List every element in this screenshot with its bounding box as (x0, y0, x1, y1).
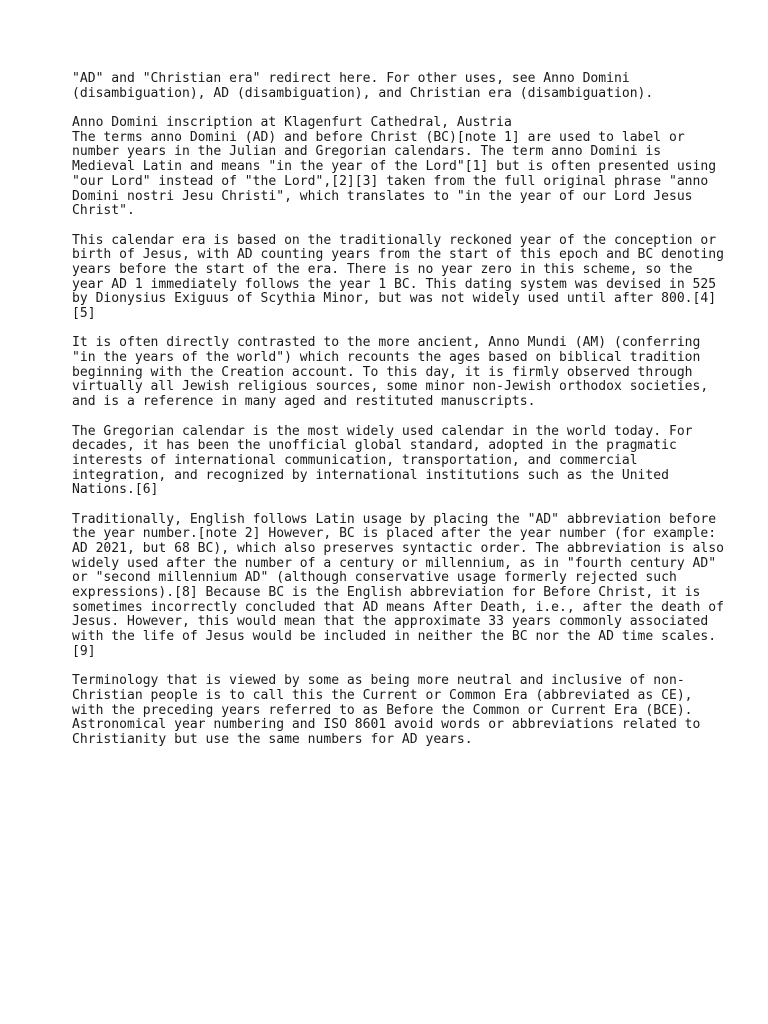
text-line: "our Lord" instead of "the Lord",[2][3] taken from the full original phrase "anno (72, 173, 709, 189)
text-line: "in the years of the world") which recounts the ages based on biblical tradition (72, 350, 701, 366)
body-paragraph (72, 336, 712, 409)
text-line: birth of Jesus, with AD counting years from the start of this epoch and BC denoting (72, 247, 724, 263)
text-line: the year number.[note 2] However, BC is placed after the year number (for example: (72, 526, 717, 542)
body-paragraph (72, 511, 724, 660)
text-line: with the life of Jesus would be included in neither the BC nor the AD time scales. (72, 629, 717, 645)
body-paragraph (72, 674, 712, 747)
text-line: by Dionysius Exiguus of Scythia Minor, but was not widely used until after 800.[4] (72, 291, 717, 307)
text-line: This calendar era is based on the traditionally reckoned year of the conception or (72, 232, 717, 248)
text-line: with the preceding years referred to as Before the Common or Current Era (BCE). (72, 702, 693, 718)
text-line: [9] (72, 643, 96, 659)
text-line: AD 2021, but 68 BC), which also preserves syntactic order. The abbreviation is also (72, 541, 724, 556)
text-line: years before the start of the era. There is no year zero in this scheme, so the (72, 261, 693, 277)
text-line: number years in the Julian and Gregorian calendars. The term anno Domini is (72, 144, 662, 160)
text-line: Astronomical year numbering and ISO 8601 avoid words or abbreviations related to (72, 717, 701, 733)
text-line: interests of international communication, transportation, and commercial (72, 452, 638, 468)
text-line: or "second millennium AD" (although conservative usage formerly rejected such (72, 570, 677, 586)
text-line: Traditionally, English follows Latin usage by placing the "AD" abbreviation before (72, 511, 717, 527)
text-line: The terms anno Domini (AD) and before Christ (BC)[note 1] are used to label or (72, 129, 685, 145)
text-line: (disambiguation), AD (disambiguation), and Christian era (disambiguation). (72, 85, 654, 101)
text-line: integration, and recognized by international institutions such as the United (72, 467, 669, 483)
text-line: Domini nostri Jesu Christi", which translates to "in the year of our Lord Jesus (72, 188, 693, 204)
text-line: Christian people is to call this the Current or Common Era (abbreviated as CE), (72, 687, 693, 703)
text-line: Nations.[6] (72, 482, 159, 498)
text-line: It is often directly contrasted to the more ancient, Anno Mundi (AM) (conferring (72, 335, 701, 351)
body-paragraph (72, 232, 724, 322)
text-line: year AD 1 immediately follows the year 1 BC. This dating system was devised in 525 (72, 276, 717, 292)
text-line: Christianity but use the same numbers for AD years. (72, 731, 473, 747)
text-line: Jesus. However, this would mean that the approximate 33 years commonly associated (72, 614, 709, 630)
text-line: Medieval Latin and means "in the year of the Lord"[1] but is often presented using (72, 159, 717, 175)
text-line: beginning with the Creation account. To this day, it is firmly observed through (72, 364, 693, 380)
text-line: and is a reference in many aged and restituted manuscripts. (72, 394, 536, 410)
text-line: The Gregorian calendar is the most widely used calendar in the world today. For (72, 423, 693, 439)
text-line: decades, it has been the unofficial global standard, adopted in the pragmatic (72, 438, 677, 454)
image-caption (72, 116, 712, 131)
document-body (72, 71, 724, 762)
intro-paragraph (72, 129, 717, 219)
text-line: expressions).[8] Because BC is the English abbreviation for Before Christ, it is (72, 585, 701, 601)
text-line: sometimes incorrectly concluded that AD means After Death, i.e., after the death of (72, 599, 724, 615)
text-line: Anno Domini inscription at Klagenfurt Cathedral, Austria (72, 115, 512, 131)
text-line: virtually all Jewish religious sources, some minor non-Jewish orthodox societies, (72, 379, 709, 395)
text-line: Terminology that is viewed by some as being more neutral and inclusive of non- (72, 673, 685, 689)
text-line: "AD" and "Christian era" redirect here. For other uses, see Anno Domini (72, 71, 630, 86)
text-line: widely used after the number of a century or millennium, as in "fourth century AD" (72, 555, 717, 571)
hatnote-paragraph (72, 72, 712, 101)
body-paragraph (72, 425, 712, 498)
text-line: [5] (72, 306, 96, 321)
text-line: Christ". (72, 203, 135, 219)
